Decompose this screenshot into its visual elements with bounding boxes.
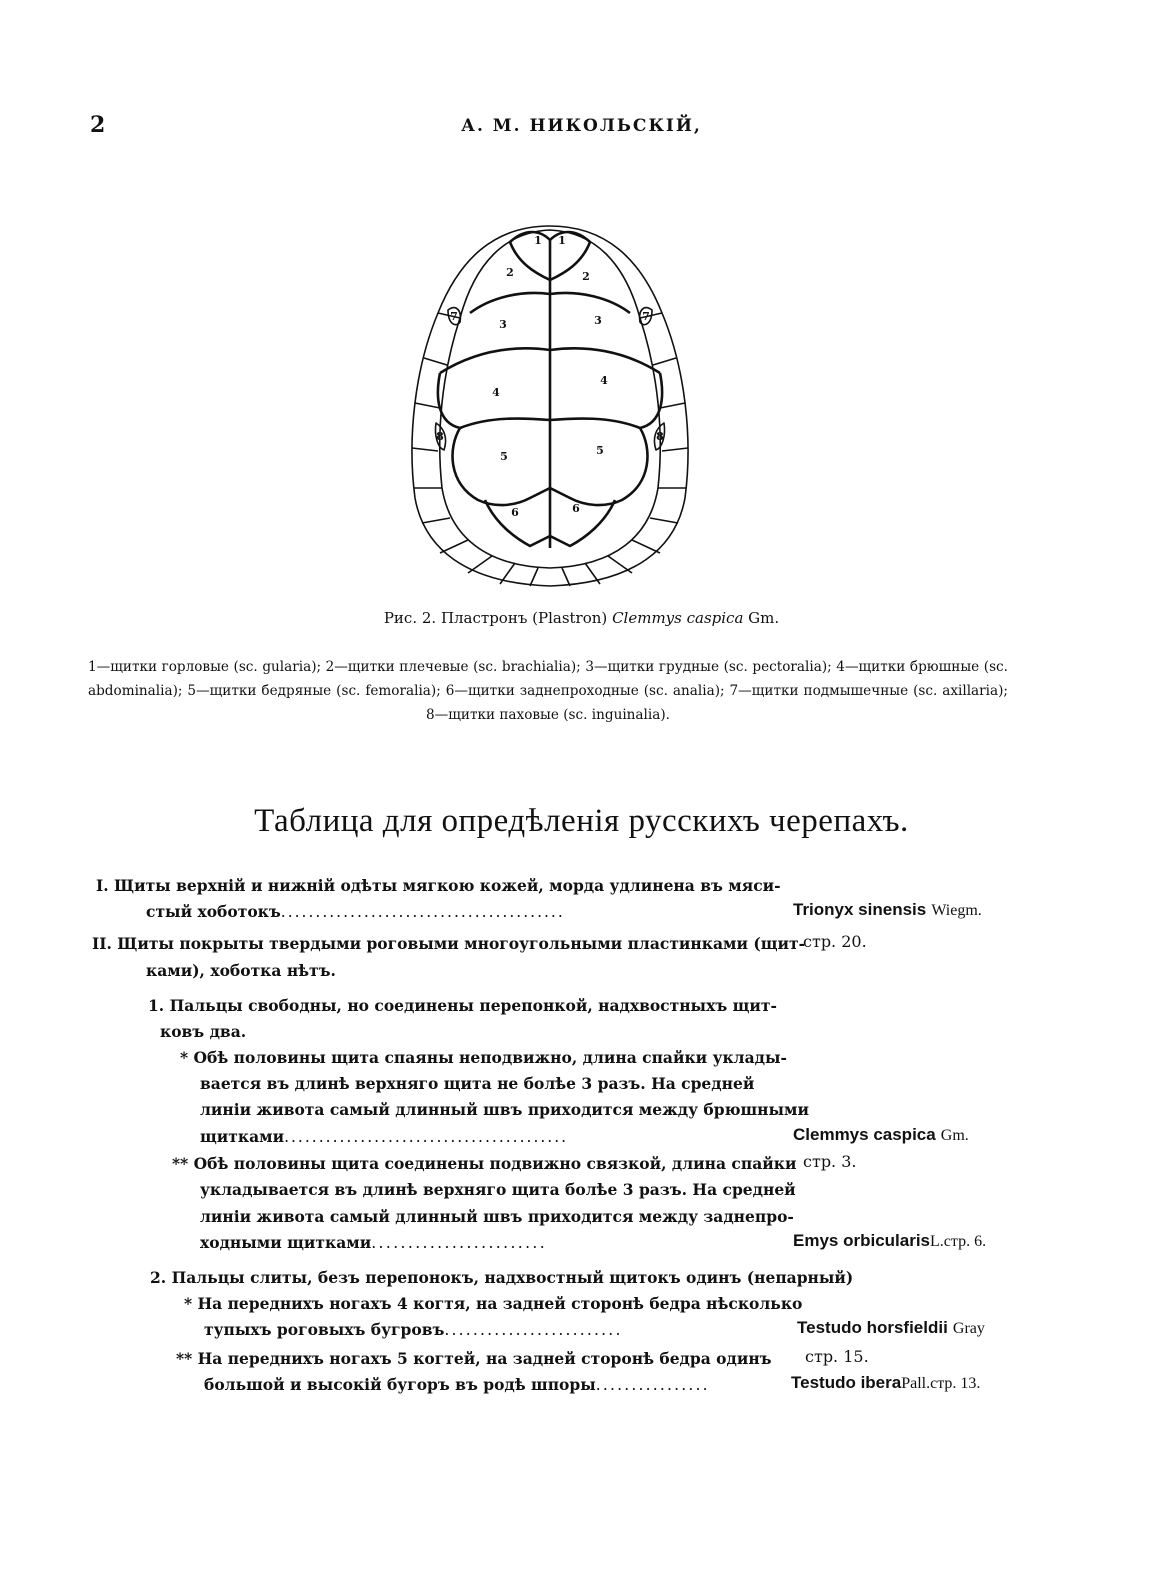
scute-label: 1 <box>558 234 566 247</box>
scute-label: 1 <box>534 234 542 247</box>
species-ref: Trionyx sinensis Wiegm. <box>793 900 982 919</box>
page-ref: стр. 15. <box>805 1347 869 1366</box>
species-ref: Emys orbicularisL.стр. 6. <box>793 1231 987 1250</box>
key-line: линіи живота самый длинный швъ приходится между брюшными <box>200 1100 809 1119</box>
page-ref: стр. 3. <box>803 1152 857 1171</box>
species-ref: Testudo iberaPall.стр. 13. <box>791 1373 981 1392</box>
scute-label: 4 <box>492 386 500 399</box>
scute-label: 5 <box>596 444 604 457</box>
scute-label: 5 <box>500 450 508 463</box>
scute-label: 2 <box>582 270 590 283</box>
scute-label: 7 <box>642 310 650 323</box>
scute-label: 8 <box>656 430 664 443</box>
key-line: * Обѣ половины щита спаяны неподвижно, длина спайки уклады- <box>180 1048 787 1067</box>
species-ref: Clemmys caspica Gm. <box>793 1125 969 1144</box>
page-ref: стр. 20. <box>803 932 867 951</box>
scute-label: 6 <box>572 502 580 515</box>
key-line: 1. Пальцы свободны, но соединены перепонкой, надхвостныхъ щит- <box>148 996 777 1015</box>
scute-label: 4 <box>600 374 608 387</box>
caption-author: Gm. <box>748 609 780 627</box>
dot-leader: ................ <box>595 1376 710 1394</box>
key-line: укладывается въ длинѣ верхняго щита болѣе 3 разъ. На средней <box>200 1180 796 1199</box>
dot-leader: ......................................... <box>280 903 565 921</box>
scute-label: 3 <box>499 318 507 331</box>
dot-leader: ........................ <box>371 1234 548 1252</box>
key-line: стый хоботокъ......................................... <box>146 902 565 921</box>
key-line: вается въ длинѣ верхняго щита не болѣе 3 разъ. На средней <box>200 1074 755 1093</box>
figure-legend: 1—щитки горловые (sc. gularia); 2—щитки плечевые (sc. brachialia); 3—щитки грудные (sc. pectoralia); 4—щитки брюшные (sc. abdominalia); 5—щитки бедряные (sc. femoralia); 6—щитки заднепроходные (sc. analia); 7—щитки подмышечные (sc. axillaria); 8—щитки паховые (sc. inguinalia). <box>88 659 1008 723</box>
key-line: ками), хоботка нѣтъ. <box>146 961 336 980</box>
key-line: * На переднихъ ногахъ 4 когтя, на задней сторонѣ бедра нѣсколько <box>184 1294 803 1313</box>
scute-label: 6 <box>511 506 519 519</box>
page-number: 2 <box>90 112 106 138</box>
scute-label: 3 <box>594 314 602 327</box>
key-line: ** Обѣ половины щита соединены подвижно связкой, длина спайки <box>172 1154 797 1173</box>
key-line: линіи живота самый длинный швъ приходится между заднепро- <box>200 1207 794 1226</box>
dot-leader: ......................................... <box>284 1128 569 1146</box>
key-line: II. Щиты покрыты твердыми роговыми многоугольными пластинками (щит- <box>92 934 805 953</box>
running-head: А. М. НИКОЛЬСКІЙ, <box>461 116 702 136</box>
caption-species: Clemmys caspica <box>612 609 744 627</box>
key-line: большой и высокій бугоръ въ родѣ шпоры................ <box>204 1375 710 1394</box>
key-line: ходными щитками........................ <box>200 1233 548 1252</box>
plastron-figure <box>400 218 700 590</box>
scute-label: 7 <box>450 310 458 323</box>
scute-label: 8 <box>436 430 444 443</box>
key-line: ковъ два. <box>160 1022 247 1041</box>
scute-label: 2 <box>506 266 514 279</box>
caption-prefix: Рис. 2. Пластронъ (Plastron) <box>383 609 608 627</box>
key-line: щитками......................................... <box>200 1127 569 1146</box>
key-line: ** На переднихъ ногахъ 5 когтей, на задней сторонѣ бедра одинъ <box>176 1349 772 1368</box>
figure-caption <box>0 609 1163 627</box>
key-line: 2. Пальцы слиты, безъ перепонокъ, надхвостный щитокъ одинъ (непарный) <box>150 1268 854 1287</box>
dot-leader: ......................... <box>444 1321 623 1339</box>
species-ref: Testudo horsfieldii Gray <box>797 1318 985 1337</box>
key-line: тупыхъ роговыхъ бугровъ......................... <box>204 1320 623 1339</box>
key-line: I. Щиты верхній и нижній одѣты мягкою кожей, морда удлинена въ мяси- <box>96 876 781 895</box>
table-title: Таблица для опредѣленія русскихъ черепахъ. <box>254 803 909 839</box>
